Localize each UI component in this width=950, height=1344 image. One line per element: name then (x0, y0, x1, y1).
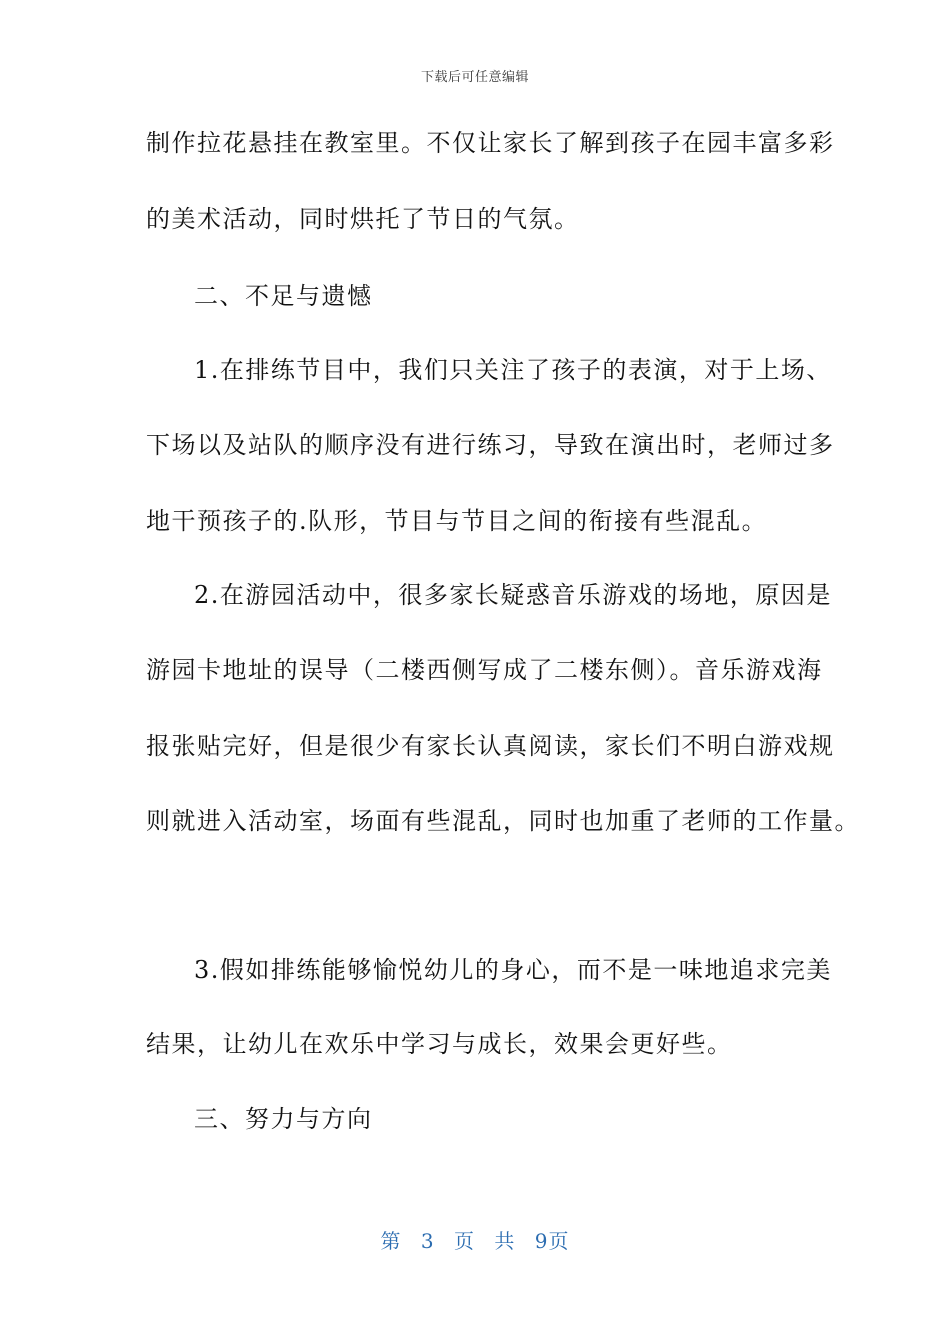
paragraph-line: 报张贴完好，但是很少有家长认真阅读，家长们不明白游戏规 (146, 732, 835, 760)
total-pages: 9页 (534, 1229, 570, 1253)
paragraph-line: 2.在游园活动中，很多家长疑惑音乐游戏的场地，原因是 (194, 581, 832, 609)
page-unit: 页 (454, 1229, 475, 1253)
paragraph-line: 则就进入活动室，场面有些混乱，同时也加重了老师的工作量。 (146, 807, 860, 835)
paragraph-line: 的美术活动，同时烘托了节日的气氛。 (146, 205, 580, 233)
page-number: 3 (420, 1229, 435, 1253)
paragraph-line: 制作拉花悬挂在教室里。不仅让家长了解到孩子在园丰富多彩 (146, 129, 835, 157)
section-heading: 二、不足与遗憾 (194, 282, 373, 310)
paragraph-line: 下场以及站队的顺序没有进行练习，导致在演出时，老师过多 (146, 431, 835, 459)
paragraph-line: 游园卡地址的误导（二楼西侧写成了二楼东侧）。音乐游戏海 (146, 656, 823, 684)
paragraph-line: 3.假如排练能够愉悦幼儿的身心，而不是一味地追求完美 (194, 956, 832, 984)
page-header: 下载后可任意编辑 (420, 70, 529, 85)
total-label: 共 (494, 1229, 516, 1253)
paragraph-line: 地干预孩子的.队形，节目与节目之间的衔接有些混乱。 (146, 507, 768, 535)
page-footer (0, 1225, 950, 1254)
section-heading: 三、努力与方向 (194, 1105, 373, 1133)
page-label: 第 (380, 1229, 402, 1253)
paragraph-line: 结果，让幼儿在欢乐中学习与成长，效果会更好些。 (146, 1030, 733, 1058)
paragraph-line: 1.在排练节目中，我们只关注了孩子的表演，对于上场、 (194, 356, 832, 384)
